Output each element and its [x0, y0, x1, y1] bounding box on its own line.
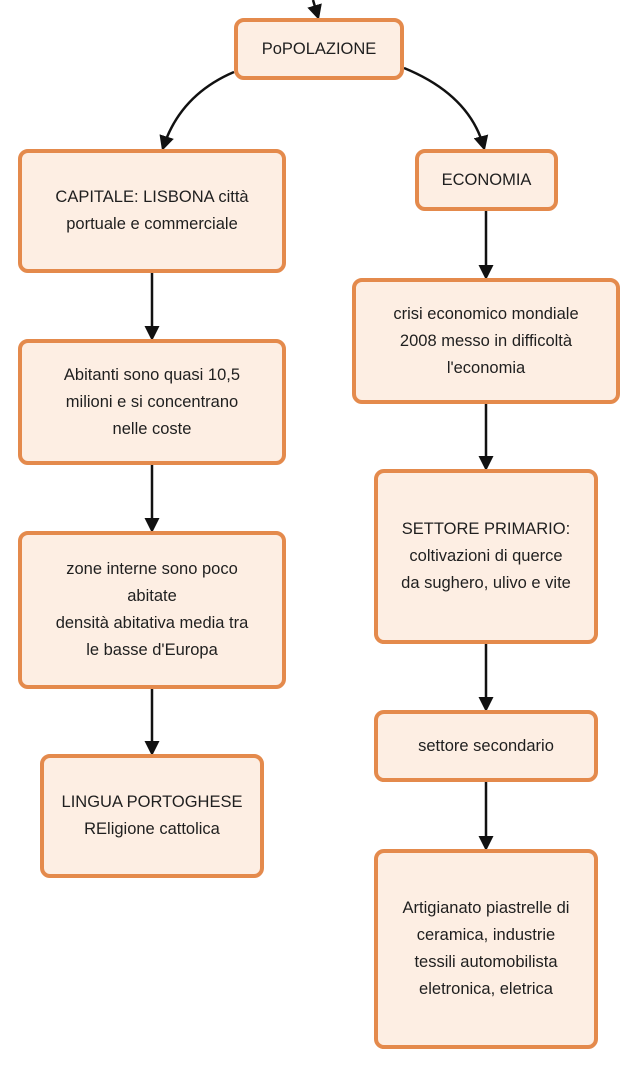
node-abitanti: Abitanti sono quasi 10,5 milioni e si concentrano nelle coste — [18, 339, 286, 465]
node-zone-interne: zone interne sono poco abitate densità abitativa media tra le basse d'Europa — [18, 531, 286, 689]
connector-popolazione-capitale — [163, 72, 234, 148]
node-popolazione: PoPOLAZIONE — [234, 18, 404, 80]
node-lingua: LINGUA PORTOGHESE REligione cattolica — [40, 754, 264, 878]
node-artigianato: Artigianato piastrelle di ceramica, industrie tessili automobilista eletronica, eletrica — [374, 849, 598, 1049]
node-settore-secondario: settore secondario — [374, 710, 598, 782]
connector-incoming — [313, 0, 318, 17]
node-settore-primario: SETTORE PRIMARIO: coltivazioni di querce da sughero, ulivo e vite — [374, 469, 598, 644]
node-capitale: CAPITALE: LISBONA città portuale e commerciale — [18, 149, 286, 273]
connector-popolazione-economia — [404, 68, 484, 148]
node-economia: ECONOMIA — [415, 149, 558, 211]
node-crisi: crisi economico mondiale 2008 messo in difficoltà l'economia — [352, 278, 620, 404]
